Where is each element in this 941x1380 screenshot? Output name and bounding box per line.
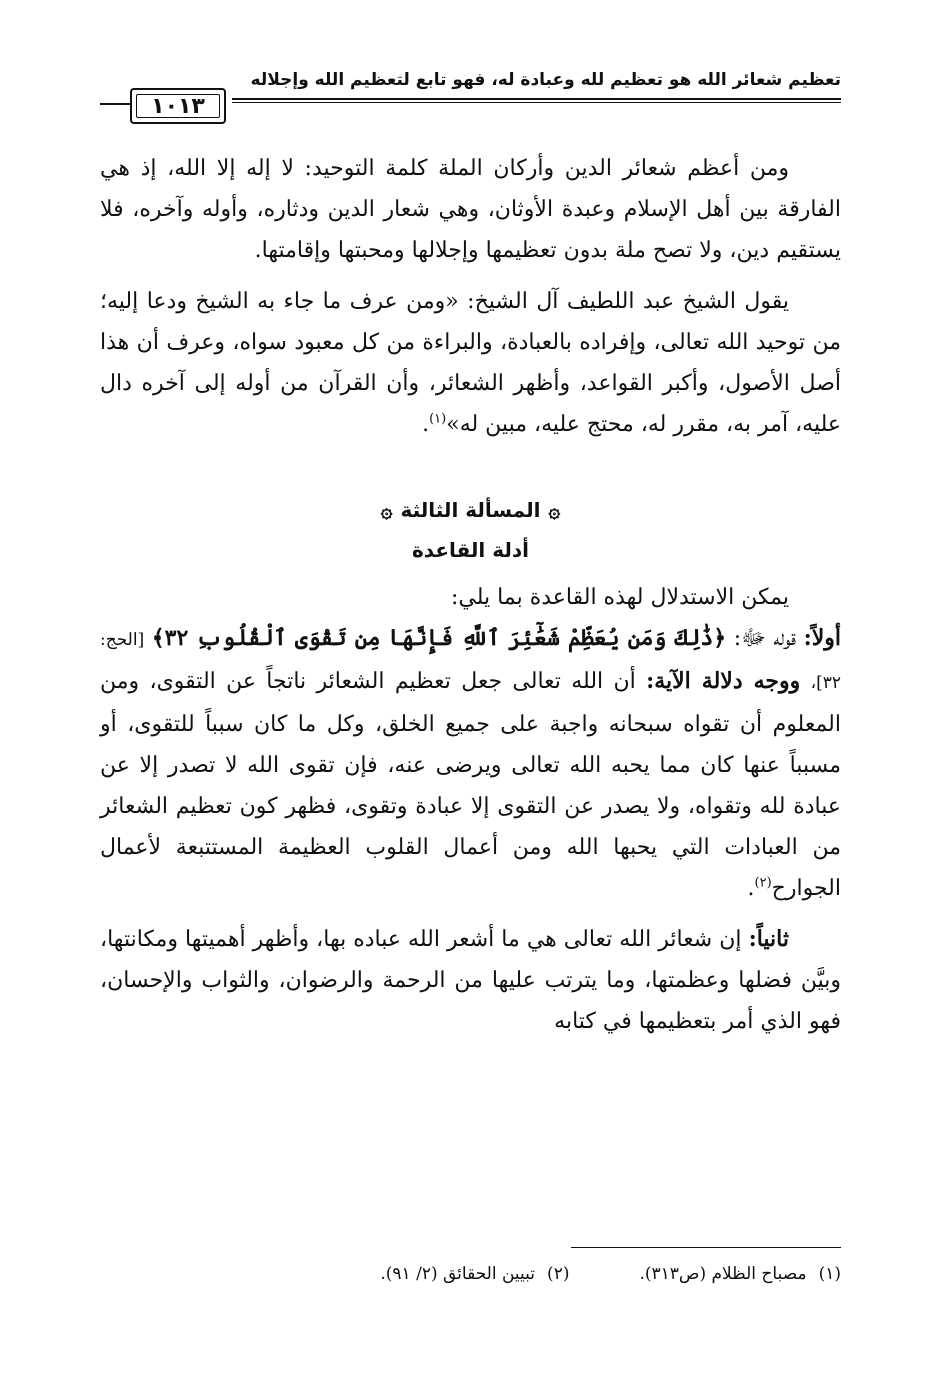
paragraph-2 bbox=[100, 281, 841, 445]
first-lead: أولاً: bbox=[803, 625, 842, 651]
footnote-1-number: (١) bbox=[818, 1264, 841, 1284]
paragraph-1: ومن أعظم شعائر الدين وأركان الملة كلمة التوحيد: لا إله إلا الله، إذ هي الفارقة بين أهل الإسلام وعبدة الأوثان، وهي شعار الدين ودثاره، وأوله وآخره، فلا يستقيم دين، ولا تصح ملة بدون تعظيمها وإجلالها ومحبتها وإقامتها. bbox=[100, 156, 841, 263]
second-text: إن شعائر الله تعالى هي ما أشعر الله عباده بها، وأظهر أهميتها ومكانتها، وبيَّن فضلها وعظمتها، وما يترتب عليها من الرحمة والرضوان، والثواب والإحسان، فهو الذي أمر بتعظيمها في كتابه bbox=[100, 927, 841, 1034]
quran-verse: ﴿ذَٰلِكَ وَمَن يُعَظِّمْ شَعَٰٓئِرَ ٱللَّهِ فَإِنَّهَا مِن تَقْوَى ٱلْقُلُوبِ ٣٢﴾ bbox=[151, 625, 727, 651]
page-number-box bbox=[130, 88, 226, 124]
verse-reference: [الحج: ٣٢]، bbox=[100, 630, 841, 693]
section-subtitle: أدلة القاعدة bbox=[411, 538, 529, 562]
main-text bbox=[100, 148, 841, 1042]
footnote-rule bbox=[571, 1247, 841, 1248]
footnotes bbox=[100, 1262, 841, 1286]
page-number: ١٠١٣ bbox=[151, 93, 205, 119]
paragraph-2-end: . bbox=[422, 412, 430, 437]
header-rule-left bbox=[100, 103, 130, 105]
intro-line: يمكن الاستدلال لهذه القاعدة بما يلي: bbox=[451, 585, 789, 610]
section-heading bbox=[100, 493, 841, 527]
footnote-2-text: تبيين الحقائق (٢/ ٩١). bbox=[380, 1264, 536, 1284]
footnote-ref-2: (٢) bbox=[754, 875, 772, 891]
first-pre: قوله ﷻ: bbox=[733, 626, 797, 651]
paragraph-2-text: يقول الشيخ عبد اللطيف آل الشيخ: «ومن عرف ما جاء به الشيخ ودعا إليه؛ من توحيد الله تعالى، وإفراده بالعبادة، والبراءة من كل معبود سواه، وعرف أن هذا أصل الأصول، وأكبر القواعد، وأظهر الشعائر، وأن القرآن من أوله إلى آخره دال عليه، آمر به، مقرر له، محتج عليه، مبين له» bbox=[100, 289, 841, 437]
ornament-icon: ۞ bbox=[548, 498, 561, 522]
evidence-second bbox=[100, 919, 841, 1042]
ornament-icon: ۞ bbox=[380, 498, 393, 522]
footnote-2-number: (٢) bbox=[547, 1264, 570, 1284]
footnote-1 bbox=[639, 1262, 841, 1286]
footnote-1-text: مصباح الظلام (ص٣١٣). bbox=[639, 1264, 807, 1284]
aspect-label: ووجه دلالة الآية: bbox=[646, 668, 801, 694]
footnote-ref-1: (١) bbox=[429, 411, 447, 427]
first-text: أن الله تعالى جعل تعظيم الشعائر ناتجاً عن التقوى، ومن المعلوم أن تقواه سبحانه واجبة على جميع الخلق، وكل ما كان سبباً للتقوى، أو مسبباً عنها كان مما يحبه الله تعالى ويرضى عنه، فإن تقوى الله لا تصدر إلا عن عبادة لله وتقواه، ولا يصدر عن التقوى إلا عبادة وتقوى، فظهر كون تعظيم الشعائر من العبادات التي يحبها الله ومن أعمال القلوب العظيمة المستتبعة لأعمال الجوارح bbox=[100, 669, 842, 901]
footnote-2 bbox=[380, 1262, 569, 1286]
running-header: تعظيم شعائر الله هو تعظيم لله وعبادة له، فهو تابع لتعظيم الله وإجلاله bbox=[250, 70, 841, 90]
second-lead: ثانياً: bbox=[748, 926, 789, 952]
section-title: المسألة الثالثة bbox=[400, 498, 541, 522]
header-rule bbox=[232, 98, 841, 103]
first-end: . bbox=[747, 876, 755, 901]
evidence-first bbox=[100, 618, 841, 909]
